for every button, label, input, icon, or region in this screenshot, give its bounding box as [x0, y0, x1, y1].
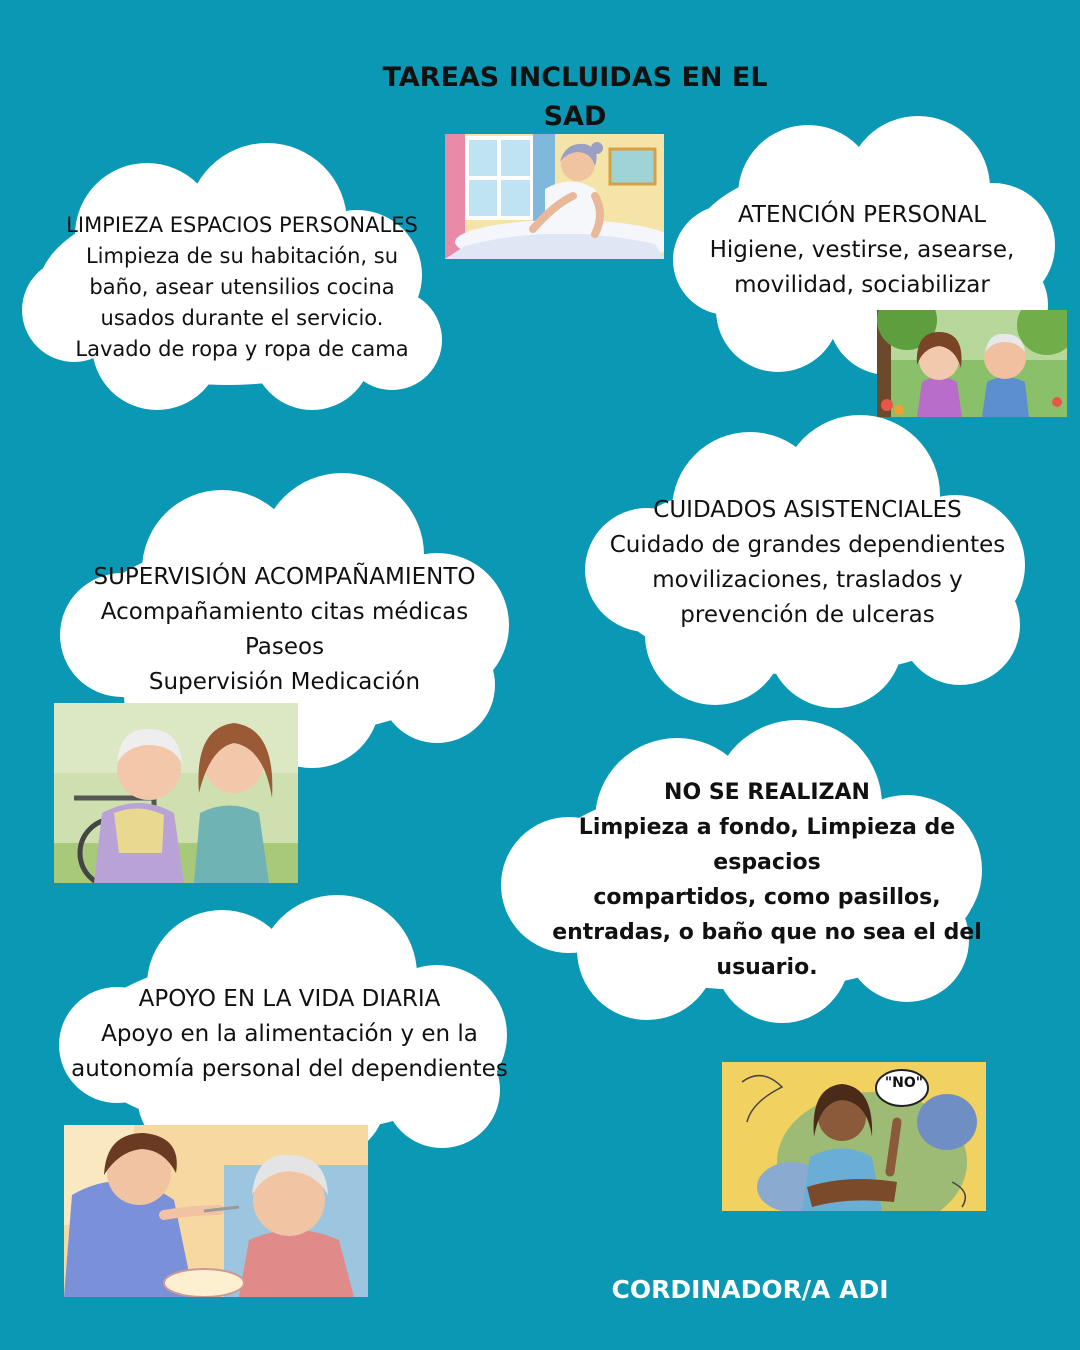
illustration-caregiver-making-bed: [445, 134, 664, 259]
cloud-supervision-line-3: Supervisión Medicación: [148, 669, 421, 695]
illustration-feeding-support: [64, 1125, 368, 1297]
title-line-2: SAD: [543, 101, 607, 132]
cloud-cuidados: [575, 415, 1040, 710]
cloud-atencion-line-2: movilidad, sociabilizar: [734, 272, 990, 298]
cloud-no-realizan-line-1: Limpieza a fondo, Limpieza de: [578, 815, 956, 840]
cloud-apoyo: [52, 895, 514, 1160]
title-line-1: TAREAS INCLUIDAS EN EL: [382, 62, 768, 93]
illustration-nurse-no: [722, 1062, 986, 1211]
cloud-supervision-line-2: Paseos: [244, 634, 325, 660]
cloud-cuidados-line-1: Cuidado de grandes dependientes: [609, 532, 1006, 558]
cloud-no-realizan-line-3: compartidos, como pasillos,: [593, 885, 941, 910]
cloud-no-realizan-line-4: entradas, o baño que no sea el del: [552, 920, 982, 945]
illustration-wheelchair-caregiver: [54, 703, 298, 883]
cloud-apoyo-heading: APOYO EN LA VIDA DIARIA: [138, 986, 441, 1012]
footer-coordinator-label: CORDINADOR/A ADI: [611, 1275, 889, 1304]
cloud-cuidados-line-2: movilizaciones, traslados y: [652, 567, 963, 593]
cloud-atencion-heading: ATENCIÓN PERSONAL: [737, 202, 987, 228]
cloud-atencion-line-1: Higiene, vestirse, asearse,: [709, 237, 1015, 263]
cloud-supervision-heading: SUPERVISIÓN ACOMPAÑAMIENTO: [93, 564, 476, 590]
cloud-supervision-line-1: Acompañamiento citas médicas: [100, 599, 469, 625]
cloud-limpieza-line-1: Limpieza de su habitación, su: [85, 244, 399, 268]
cloud-apoyo-line-1: Apoyo en la alimentación y en la: [101, 1021, 478, 1047]
cloud-no-realizan: [497, 720, 1007, 1025]
cloud-limpieza: [12, 135, 444, 415]
cloud-cuidados-heading: CUIDADOS ASISTENCIALES: [653, 497, 962, 523]
cloud-cuidados-line-3: prevención de ulceras: [680, 602, 935, 628]
cloud-limpieza-heading: LIMPIEZA ESPACIOS PERSONALES: [66, 213, 418, 237]
cloud-no-realizan-line-5: usuario.: [716, 955, 818, 980]
cloud-limpieza-line-2: baño, asear utensilios cocina: [89, 275, 395, 299]
cloud-limpieza-line-4: Lavado de ropa y ropa de cama: [75, 337, 409, 361]
cloud-no-realizan-line-2: espacios: [713, 850, 821, 875]
cloud-apoyo-line-2: autonomía personal del dependientes: [71, 1056, 508, 1082]
cloud-limpieza-line-3: usados durante el servicio.: [100, 306, 384, 330]
illustration-park-companions: [877, 310, 1067, 417]
cloud-no-realizan-heading: NO SE REALIZAN: [664, 780, 870, 805]
no-speech-bubble-text: "NO": [884, 1075, 924, 1091]
